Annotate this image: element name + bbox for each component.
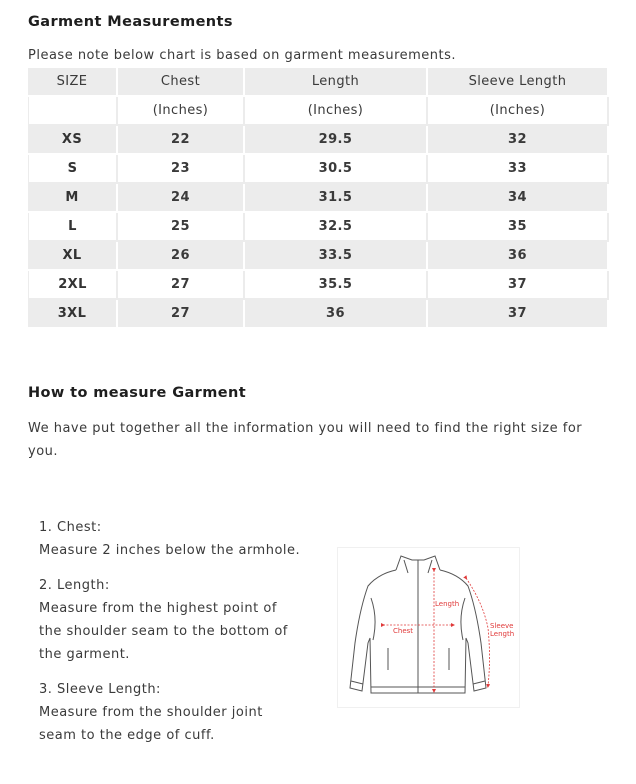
size-chart-table — [28, 68, 609, 329]
sleeve-cell: 32 — [428, 126, 609, 155]
sleeve-diagram-label-1: Sleeve — [490, 622, 514, 630]
step-sleeve-title: 3. Sleeve Length: — [39, 682, 161, 697]
step-length-title: 2. Length: — [39, 578, 110, 593]
table-row — [28, 155, 609, 184]
table-row — [28, 271, 609, 300]
size-cell: L — [28, 213, 118, 242]
step-sleeve-text: seam to the edge of cuff. — [39, 728, 215, 743]
sleeve-diagram-label-2: Length — [490, 630, 515, 638]
units-size — [28, 97, 118, 126]
size-cell: 2XL — [28, 271, 118, 300]
chest-cell: 23 — [118, 155, 245, 184]
table-row — [28, 242, 609, 271]
length-cell: 30.5 — [245, 155, 428, 184]
chest-cell: 27 — [118, 300, 245, 329]
length-cell: 31.5 — [245, 184, 428, 213]
sleeve-cell: 37 — [428, 300, 609, 329]
chart-note: Please note below chart is based on garment measurements. — [28, 48, 457, 63]
units-chest: (Inches) — [118, 97, 245, 126]
step-length-text: Measure from the highest point of — [39, 601, 277, 616]
length-cell: 32.5 — [245, 213, 428, 242]
chest-diagram-label: Chest — [393, 627, 414, 635]
size-cell: XS — [28, 126, 118, 155]
size-cell: 3XL — [28, 300, 118, 329]
sleeve-cell: 37 — [428, 271, 609, 300]
step-chest-title: 1. Chest: — [39, 520, 102, 535]
table-row — [28, 213, 609, 242]
table-row — [28, 184, 609, 213]
table-units-row — [28, 97, 609, 126]
step-length-text: the shoulder seam to the bottom of — [39, 624, 288, 639]
size-cell: M — [28, 184, 118, 213]
length-diagram-label: Length — [435, 600, 460, 608]
header-chest: Chest — [118, 68, 245, 97]
step-length-text: the garment. — [39, 647, 130, 662]
chest-cell: 22 — [118, 126, 245, 155]
units-length: (Inches) — [245, 97, 428, 126]
measurement-steps — [39, 516, 329, 747]
header-length: Length — [245, 68, 428, 97]
step-chest-text: Measure 2 inches below the armhole. — [39, 543, 301, 558]
sleeve-cell: 33 — [428, 155, 609, 184]
size-cell: XL — [28, 242, 118, 271]
jacket-illustration — [338, 548, 519, 707]
step-sleeve-text: Measure from the shoulder joint — [39, 705, 263, 720]
jacket-measurement-diagram — [337, 547, 520, 708]
chest-cell: 24 — [118, 184, 245, 213]
length-cell: 29.5 — [245, 126, 428, 155]
length-cell: 33.5 — [245, 242, 428, 271]
table-row — [28, 300, 609, 329]
header-size: SIZE — [28, 68, 118, 97]
table-header-row — [28, 68, 609, 97]
sleeve-cell: 34 — [428, 184, 609, 213]
length-cell: 35.5 — [245, 271, 428, 300]
table-row — [28, 126, 609, 155]
sleeve-cell: 35 — [428, 213, 609, 242]
sleeve-cell: 36 — [428, 242, 609, 271]
size-cell: S — [28, 155, 118, 184]
chest-cell: 26 — [118, 242, 245, 271]
garment-measurements-heading: Garment Measurements — [28, 14, 233, 30]
length-cell: 36 — [245, 300, 428, 329]
units-sleeve-length: (Inches) — [428, 97, 609, 126]
intro-line-2: you. — [28, 444, 59, 459]
how-to-measure-heading: How to measure Garment — [28, 385, 247, 401]
intro-line-1: We have put together all the information you will need to find the right size for — [28, 421, 583, 436]
chest-cell: 25 — [118, 213, 245, 242]
header-sleeve-length: Sleeve Length — [428, 68, 609, 97]
chest-cell: 27 — [118, 271, 245, 300]
